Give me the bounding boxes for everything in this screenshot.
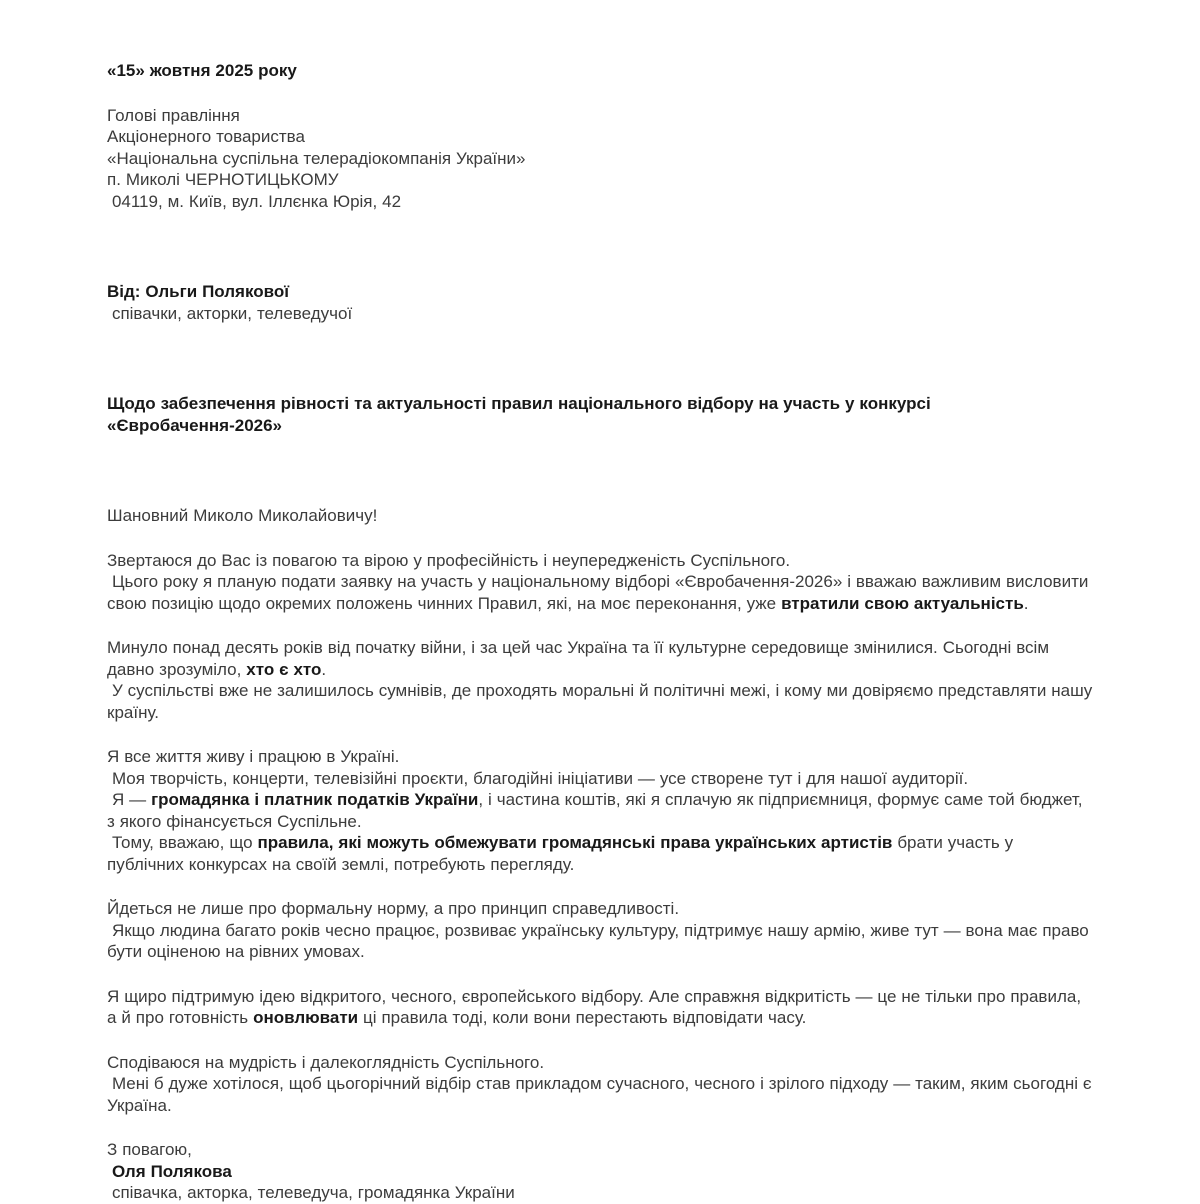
text-line: Я — громадянка і платник податків України, і частина коштів, які я сплачую як підприємниця, формує саме той бюджет, з якого фінансується Суспільне.: [107, 790, 1088, 831]
text-line: Оля Полякова: [111, 1161, 232, 1181]
letter-body: [107, 60, 1098, 1204]
paragraph: [107, 550, 1093, 615]
text-line: Щодо забезпечення рівності та актуальності правил національного відбору на участь у конкурсі «Євробачення-2026»: [107, 394, 936, 435]
text-line: п. Миколі ЧЕРНОТИЦЬКОМУ: [107, 170, 339, 189]
text-line: Я все життя живу і працюю в Україні.: [107, 747, 400, 766]
text-line: Звертаюся до Вас із повагою та вірою у професійність і неупередженість Суспільного.: [107, 550, 791, 570]
text-line: Тому, вважаю, що правила, які можуть обмежувати громадянські права українських артистів брати участь у публічних конкурсах на своїй землі, потребують перегляду.: [107, 833, 1019, 874]
text-line: У суспільстві вже не залишилось сумнівів, де проходять моральні й політичні межі, і кому ми довіряємо представляти нашу країну.: [107, 681, 1098, 722]
text-line: Сподіваюся на мудрість і далекоглядність Суспільного.: [107, 1052, 545, 1072]
text-line: співачки, акторки, телеведучої: [107, 303, 353, 323]
text-line: Мені б дуже хотілося, щоб цьогорічний відбір став прикладом сучасного, чесного і зрілого підходу — таким, яким сьогодні є Україна.: [107, 1074, 1097, 1115]
text-line: Я щиро підтримую ідею відкритого, чесного, європейського відбору. Але справжня відкритість — це не тільки про правила, а й про готовність оновлювати ці правила тоді, коли вони перестають відповідати часу.: [107, 986, 1086, 1027]
text-line: «Національна суспільна телерадіокомпанія України»: [107, 148, 526, 168]
text-line: Моя творчість, концерти, телевізійні проєкти, благодійні ініціативи — усе створене тут і для нашої аудиторії.: [107, 768, 969, 788]
text-line: Голові правління: [107, 105, 240, 125]
text-line: Минуло понад десять років від початку війни, і за цей час Україна та її культурне середовище змінилися. Сьогодні всім давно зрозуміло, хто є хто.: [107, 638, 1054, 679]
text-line: З повагою,: [107, 1140, 192, 1159]
salutation: [107, 505, 1093, 527]
text-line: 04119, м. Київ, вул. Іллєнка Юрія, 42: [107, 191, 402, 211]
text-line: Шановний Миколо Миколайовичу!: [107, 506, 378, 525]
paragraph: [107, 898, 1093, 963]
text-line: «15» жовтня 2025 року: [107, 61, 297, 80]
paragraph: [107, 986, 1093, 1029]
text-line: Від: Ольги Полякової: [107, 282, 290, 301]
subject-line: [107, 393, 1093, 436]
text-line: Акціонерного товариства: [107, 127, 305, 146]
paragraph: [107, 637, 1098, 723]
text-line: Йдеться не лише про формальну норму, а про принцип справедливості.: [107, 899, 680, 918]
sender-block: [107, 281, 1093, 324]
paragraph: [107, 746, 1093, 875]
paragraph: [107, 1052, 1097, 1117]
text-line: Цього року я планую подати заявку на участь у національному відборі «Євробачення-2026» і вважаю важливим висловити свою позицію щодо окремих положень чинних Правил, які, на моє переконання, уже втратили свою актуальність.: [107, 572, 1094, 613]
text-line: Якщо людина багато років чесно працює, розвиває українську культуру, підтримує нашу армію, живе тут — вона має право бути оціненою на рівних умовах.: [107, 920, 1094, 961]
date-line: [107, 60, 1093, 82]
signature-block: [107, 1139, 1093, 1204]
recipient-block: [107, 105, 1093, 213]
text-line: співачка, акторка, телеведуча, громадянка України: [107, 1183, 515, 1202]
